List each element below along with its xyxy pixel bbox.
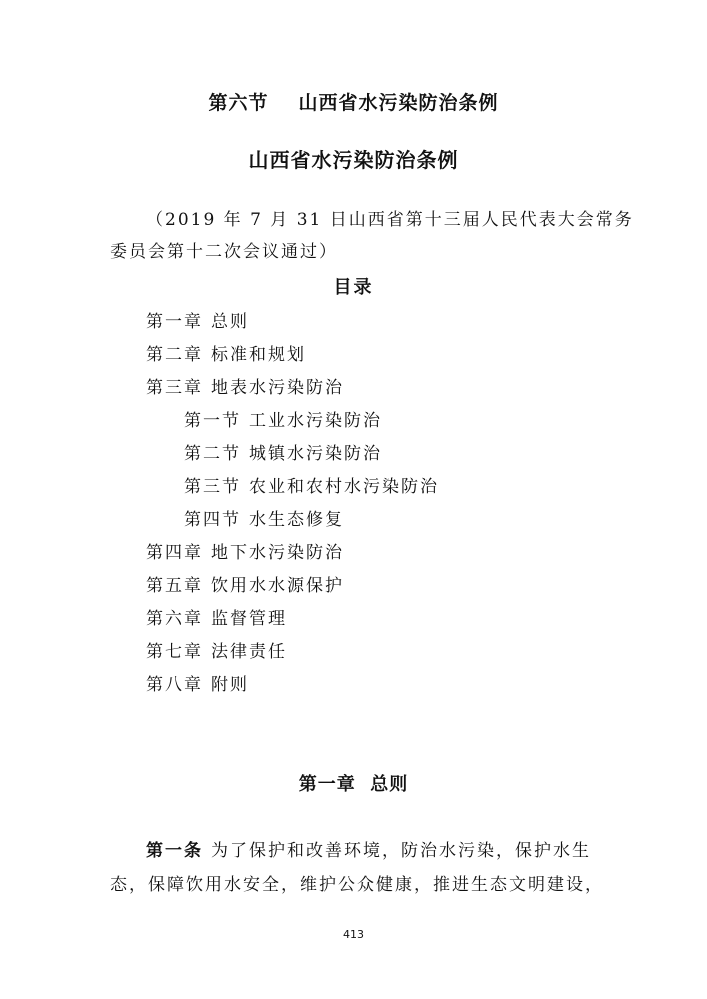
toc-item-title: 监督管理 [211, 609, 287, 629]
toc-item-title: 地表水污染防治 [211, 378, 344, 398]
toc-item-title: 标准和规划 [211, 345, 306, 365]
toc-item-chapter-3[interactable] [146, 373, 344, 398]
article-1-line-1 [146, 836, 591, 861]
toc-item-number: 第八章 [146, 675, 203, 695]
toc-item-title: 地下水污染防治 [211, 543, 344, 563]
toc-item-title: 城镇水污染防治 [249, 444, 382, 464]
toc-item-title: 饮用水水源保护 [211, 576, 344, 596]
article-label: 第一条 [146, 841, 203, 861]
section-header [0, 88, 707, 115]
toc-item-title: 附则 [211, 675, 249, 695]
toc-item-title: 法律责任 [211, 642, 287, 662]
toc-item-section-1[interactable] [184, 406, 382, 431]
toc-item-section-2[interactable] [184, 439, 382, 464]
toc-item-number: 第四节 [184, 510, 241, 530]
toc-item-number: 第五章 [146, 576, 203, 596]
chapter-1-heading: 第一章 总则 [298, 774, 409, 795]
toc-item-chapter-6[interactable] [146, 604, 287, 629]
toc-item-number: 第六章 [146, 609, 203, 629]
toc-item-section-4[interactable] [184, 505, 344, 530]
toc-item-chapter-2[interactable] [146, 340, 306, 365]
toc-item-chapter-4[interactable] [146, 538, 344, 563]
toc-item-chapter-5[interactable] [146, 571, 344, 596]
article-1-line-2: 态，保障饮用水安全，维护公众健康，推进生态文明建设， [110, 875, 604, 895]
toc-item-chapter-7[interactable] [146, 637, 287, 662]
page-number: 413 [343, 928, 364, 941]
toc-item-number: 第三节 [184, 477, 241, 497]
toc-item-title: 农业和农村水污染防治 [249, 477, 439, 497]
toc-item-number: 第一节 [184, 411, 241, 431]
toc-item-chapter-1[interactable] [146, 307, 249, 332]
adoption-note-line-1: （2019 年 7 月 31 日山西省第十三届人民代表大会常务 [146, 210, 634, 230]
toc-item-title: 水生态修复 [249, 510, 344, 530]
toc-item-number: 第三章 [146, 378, 203, 398]
toc-title: 目录 [333, 277, 374, 298]
toc-item-title: 总则 [211, 312, 249, 332]
adoption-note-line-2: 委员会第十二次会议通过） [110, 242, 338, 262]
toc-item-number: 第四章 [146, 543, 203, 563]
toc-item-number: 第一章 [146, 312, 203, 332]
toc-item-number: 第七章 [146, 642, 203, 662]
article-text: 为了保护和改善环境，防治水污染，保护水生 [211, 841, 591, 861]
toc-item-number: 第二章 [146, 345, 203, 365]
section-number: 第六节 [208, 92, 269, 114]
toc-item-number: 第二节 [184, 444, 241, 464]
toc-item-chapter-8[interactable] [146, 670, 249, 695]
section-title: 山西省水污染防治条例 [298, 92, 499, 114]
document-title: 山西省水污染防治条例 [248, 148, 459, 172]
toc-item-title: 工业水污染防治 [249, 411, 382, 431]
toc-item-section-3[interactable] [184, 472, 439, 497]
